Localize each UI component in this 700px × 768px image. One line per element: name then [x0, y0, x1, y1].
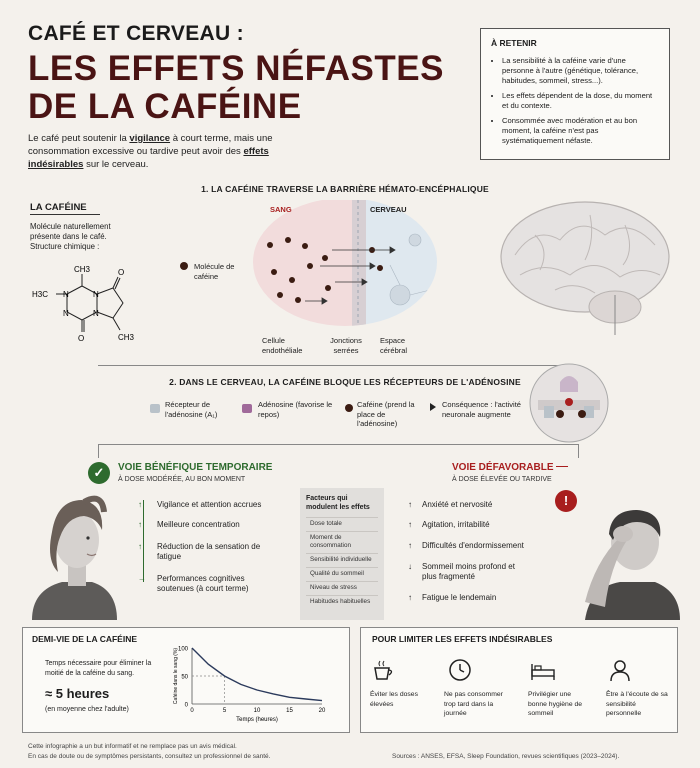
- benefique-item-1: Vigilance et attention accrues: [157, 500, 262, 509]
- atom-o1: O: [118, 268, 125, 277]
- cafeine-title: LA CAFÉINE: [30, 202, 87, 213]
- x-axis-label: Temps (heures): [236, 717, 278, 723]
- receptor-icon: [150, 404, 160, 413]
- defavorable-item-1: Anxiété et nervosité: [422, 500, 493, 509]
- section2-connector: [98, 365, 578, 366]
- woman-portrait-image: [22, 482, 120, 620]
- man-portrait-image: [565, 482, 680, 620]
- defavorable-arrow-5: ↑: [408, 593, 412, 602]
- x-tick-label: 15: [286, 708, 293, 714]
- halflife-chart: [168, 640, 333, 728]
- limiter-item-2: Ne pas consommer trop tard dans la journée: [444, 691, 503, 717]
- demivie-desc: Temps nécessaire pour éliminer la moitié de la caféine du sang.: [45, 660, 152, 677]
- legend-consequence: Conséquence : l'activité neuronale augmente: [442, 400, 521, 419]
- retenir-item: • La sensibilité à la caféine varie d'une personne à l'autre (génétique, tolérance, habitudes, sommeil, stress...).: [502, 56, 659, 86]
- molecule-label: Molécule de caféine: [194, 262, 235, 281]
- adenosine-icon: [242, 404, 252, 413]
- branch-left-line: [98, 444, 99, 458]
- atom-n4: N: [93, 309, 99, 318]
- defavorable-line: [556, 466, 568, 467]
- check-icon: ✓: [88, 462, 110, 484]
- defavorable-item-4: Sommeil moins profond et plus fragmenté: [422, 562, 515, 581]
- defavorable-title: VOIE DÉFAVORABLE: [452, 462, 554, 473]
- x-tick-label: 5: [222, 708, 227, 714]
- legend-receptor: Récepteur de l'adénosine (A₁): [165, 400, 218, 419]
- defavorable-arrow-1: ↑: [408, 500, 412, 509]
- atom-ch3-top: CH3: [74, 265, 91, 274]
- facteur-item: Dose totale: [306, 517, 378, 531]
- limiter-item-3: Privilégier une bonne hygiène de sommeil: [528, 691, 583, 717]
- page-title-line2: LES EFFETS NÉFASTES: [28, 49, 444, 88]
- legend-adenosine: Adénosine (favorise le repos): [258, 400, 333, 419]
- benefique-item-3: Réduction de la sensation de fatigue: [157, 542, 261, 561]
- benefique-subtitle: À DOSE MODÉRÉE, AU BON MOMENT: [118, 476, 246, 483]
- demivie-note: (en moyenne chez l'adulte): [45, 706, 129, 713]
- approx-symbol: ≈: [45, 686, 53, 701]
- cafeine-desc: Molécule naturellement présente dans le café. Structure chimique :: [30, 222, 111, 251]
- caffeine-molecule-diagram: [22, 262, 152, 362]
- facteur-item: Qualité du sommeil: [306, 567, 378, 581]
- atom-o2: O: [78, 334, 85, 343]
- benefique-arrow-4: →: [138, 574, 146, 583]
- retenir-box: [480, 28, 670, 160]
- y-tick-label: 50: [181, 674, 188, 681]
- facteur-item: Sensibilité individuelle: [306, 553, 378, 567]
- section2-title: 2. DANS LE CERVEAU, LA CAFÉINE BLOQUE LES RÉCEPTEURS DE L'ADÉNOSINE: [169, 377, 521, 387]
- defavorable-arrow-2: ↑: [408, 520, 412, 529]
- intro-part2: à court terme, mais une consommation excessive ou tardive peut avoir des: [28, 133, 273, 157]
- benefique-item-4: Performances cognitives soutenues (à court terme): [157, 574, 249, 593]
- defavorable-item-2: Agitation, irritabilité: [422, 520, 490, 529]
- y-tick-label: 0: [184, 702, 188, 709]
- defavorable-arrow-4: ↓: [408, 562, 412, 571]
- cafeine-underline: [30, 214, 100, 215]
- benefique-arrow-2: ↑: [138, 520, 142, 529]
- benefique-item-2: Meilleure concentration: [157, 520, 240, 529]
- intro-text: [28, 132, 278, 171]
- facteur-item: Moment de consommation: [306, 531, 378, 553]
- atom-n2: N: [63, 309, 69, 318]
- intro-part3: sur le cerveau.: [83, 159, 149, 170]
- defavorable-arrow-3: ↑: [408, 541, 412, 550]
- facteur-item: Niveau de stress: [306, 581, 378, 595]
- sang-label: SANG: [270, 205, 292, 214]
- facteurs-box: [300, 488, 384, 620]
- demivie-value-text: 5 heures: [55, 686, 110, 701]
- caffeine-legend-dot-icon: [345, 404, 353, 412]
- caffeine-curve-line: [192, 648, 322, 701]
- defavorable-item-3: Difficultés d'endormissement: [422, 541, 524, 550]
- x-tick-label: 0: [190, 708, 194, 714]
- branch-line: [98, 444, 578, 445]
- page-title-line1: CAFÉ ET CERVEAU :: [28, 22, 244, 45]
- retenir-item: • Les effets dépendent de la dose, du moment et du contexte.: [502, 91, 659, 111]
- jonctions-label: Jonctions serrées: [330, 336, 362, 355]
- x-tick-label: 10: [253, 708, 261, 714]
- atom-n1: N: [63, 290, 69, 299]
- bed-icon: [530, 660, 556, 682]
- y-axis-label: Caféine dans le sang (%): [173, 647, 179, 705]
- person-icon: [608, 658, 632, 682]
- y-tick-label: 100: [177, 646, 188, 653]
- footer-disclaimer-1: Cette infographie a un but informatif et ne remplace pas un avis médical.: [28, 743, 237, 750]
- atom-h3c: H3C: [32, 290, 49, 299]
- section1-title: 1. LA CAFÉINE TRAVERSE LA BARRIÈRE HÉMATO-ENCÉPHALIQUE: [201, 184, 489, 194]
- retenir-title: À RETENIR: [491, 38, 537, 48]
- defavorable-item-5: Fatigue le lendemain: [422, 593, 497, 602]
- page-title-line3: DE LA CAFÉINE: [28, 87, 302, 126]
- clock-icon: [448, 658, 472, 682]
- demivie-value: [45, 686, 109, 701]
- intro-effets: effets indésirables: [28, 146, 269, 170]
- page-title-main: [28, 50, 444, 126]
- defavorable-subtitle: À DOSE ÉLEVÉE OU TARDIVE: [452, 476, 552, 483]
- coffee-cup-icon: [372, 658, 396, 682]
- footer-sources: Sources : ANSES, EFSA, Sleep Foundation, revues scientifiques (2023–2024).: [392, 753, 620, 760]
- intro-part1: Le café peut soutenir la: [28, 133, 130, 144]
- footer-disclaimer-2: En cas de doute ou de symptômes persistants, consultez un professionnel de santé.: [28, 753, 271, 760]
- warning-icon: !: [555, 490, 577, 512]
- facteur-item: Habitudes habituelles: [306, 595, 378, 609]
- intro-vigilance: vigilance: [129, 133, 171, 144]
- atom-ch3-right: CH3: [118, 333, 135, 342]
- caffeine-dot-icon: [180, 262, 188, 270]
- espace-label: Espace cérébral: [380, 336, 408, 355]
- play-triangle-icon: [430, 403, 436, 411]
- limiter-title: POUR LIMITER LES EFFETS INDÉSIRABLES: [372, 634, 553, 644]
- limiter-item-1: Éviter les doses élevées: [370, 691, 418, 708]
- branch-right-line: [578, 444, 579, 458]
- cellule-label: Cellule endothéliale: [262, 336, 303, 355]
- benefique-item: ↑: [138, 500, 142, 509]
- limiter-item-4: Être à l'écoute de sa sensibilité personnelle: [606, 691, 668, 717]
- retenir-item: • Consommée avec modération et au bon moment, la caféine n'est pas systématiquement néfaste.: [502, 116, 659, 146]
- x-tick-label: 20: [318, 708, 326, 714]
- facteurs-title: Facteurs qui modulent les effets: [306, 495, 370, 511]
- atom-n3: N: [93, 290, 99, 299]
- brain-illustration: [495, 195, 675, 335]
- benefique-title: VOIE BÉNÉFIQUE TEMPORAIRE: [118, 462, 273, 473]
- receptor-closeup-diagram: [528, 362, 610, 444]
- demivie-title: DEMI-VIE DE LA CAFÉINE: [32, 634, 137, 644]
- bbb-diagram: [250, 200, 440, 335]
- benefique-arrow-line: [143, 500, 144, 582]
- legend-caffeine: Caféine (prend la place de l'adénosine): [357, 400, 415, 428]
- benefique-arrow-3: ↑: [138, 542, 142, 551]
- cerveau-label: CERVEAU: [370, 205, 407, 214]
